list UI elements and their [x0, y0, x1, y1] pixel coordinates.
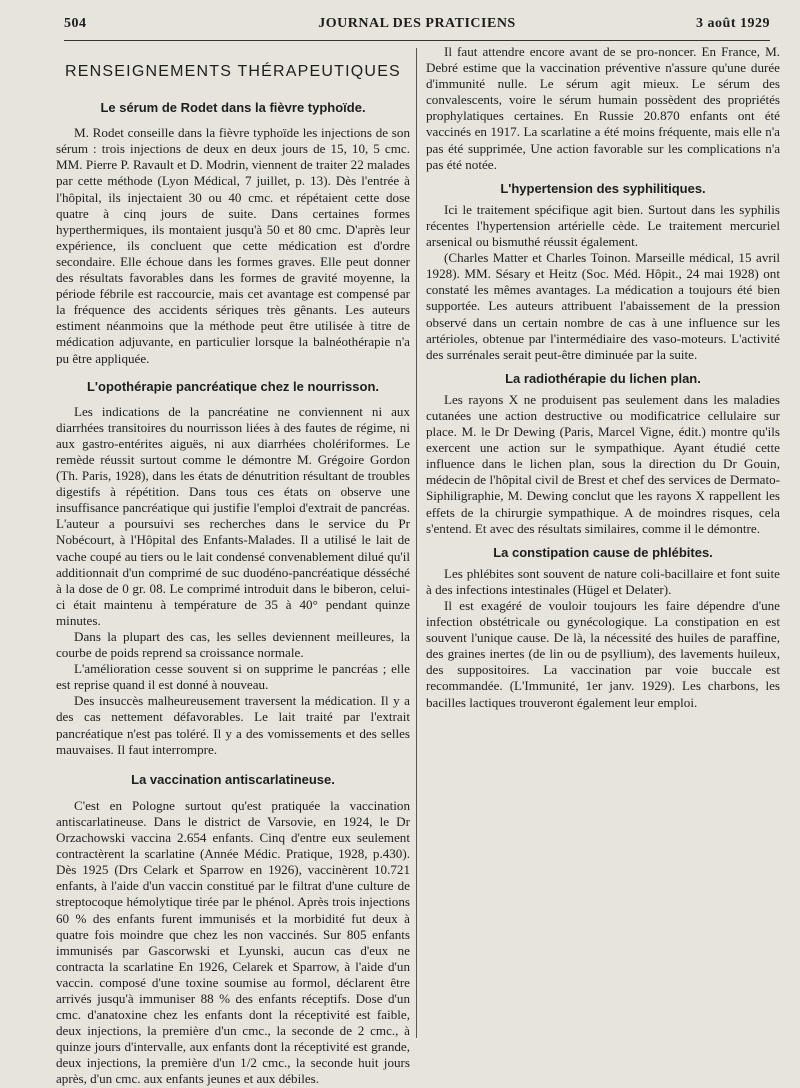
article-paragraph: Ici le traitement spécifique agit bien. Surtout dans les syphilis récentes l'hypertension artérielle cède. Le traitement mercuriel arsenical ou bismuthé réussit également.: [426, 201, 780, 250]
article-title-opotherapie: L'opothérapie pancréatique chez le nourrisson.: [86, 378, 380, 394]
article-paragraph: Les indications de la pancréatine ne conviennent ni aux diarrhées transitoires du nourrisson liées à des fautes de régime, ni aux gastro-entérites aiguës, ni aux diarrhées cholériformes. Le remède réussit surtout comme le démontre M. Grégoire Gordon (Th. Paris, 1928), dans les états de dénutrition résultant de troubles digestifs à répétition. Dans tous ces états on observe une insuffisance pancréatique qui justifie l'emploi d'extrait de pancréas. L'auteur a poursuivi ses recherches dans le service du Pr Nobécourt, à l'Hôpital des Enfants-Malades. Il a utilisé le lait de vache coupé au tiers ou le lait condensé convenablement dilué qu'il additionnait d'un comprimé de suc duodéno-pancréatique désséché à la dose de 0 gr. 08. Le comprimé introduit dans le biberon, celui-ci était maintenu à température de 35 à 40° pendant quinze minutes.: [56, 403, 410, 628]
article-title-radiotherapie: La radiothérapie du lichen plan.: [505, 370, 701, 386]
article-paragraph: Les phlébites sont souvent de nature coli-bacillaire et font suite à des infections intestinales (Hügel et Delater).: [426, 565, 780, 597]
journal-title: JOURNAL DES PRATICIENS: [318, 16, 516, 31]
article-body-radiotherapie: Les rayons X ne produisent pas seulement dans les maladies cutanées une action destructive ou modificatrice cellulaire sur place. M. le Dr Dewing (Paris, Marcel Vigne, édit.) montre qu'ils exercent une action sur le sympathique. Ayant étudié cette influence dans le lichen plan, sous la direction du Dr Gouin, médecin de l'hôpital civil de Brest et chef des services de Dermato-Siphiligraphie, M. Dewing conclut que les rayons X rappellent les effets de la chirurgie sympathique. A de moindres risques, cela s'entend. Et avec des résultats similaires, comme il le démontre.: [426, 391, 780, 536]
left-column: [56, 58, 410, 1088]
running-head: [64, 16, 770, 40]
article-paragraph: Il est exagéré de vouloir toujours les faire dépendre d'une infection obstétricale ou gynécologique. La constipation en est souvent l'unique cause. De là, la nécessité des huiles de paraffine, des graines inertes (de lin ou de psyllium), des lavements huileux, des suppositoires. La vaccination par voie buccale est recommandée. (L'Immunité, 1er janv. 1929). Les charbons, les bacilles lactiques trouveront également leur emploi.: [426, 598, 780, 710]
page-number: 504: [64, 16, 87, 31]
article-body-vaccination: C'est en Pologne surtout qu'est pratiquée la vaccination antiscarlatineuse. Dans le district de Varsovie, en 1924, le Dr Orzachowski vaccina 2.654 enfants. Cinq d'entre eux seulement contractèrent la scarlatine (Année Médic. Pratique, 1928, p.430). Dès 1925 (Drs Celark et Sparrow en 1926), vaccinèrent 10.721 enfants, à l'aide d'un vaccin constitué par le filtrat d'une culture de streptocoque hémolytique tirée par le phénol. Après trois injections 60 % des enfants furent immunisés et la morbidité fut deux à quatre fois moindre que chez les non vaccinés. Sur 805 enfants immunisés par Gascorwski et Lyunski, aucun cas d'eux ne contracta la scarlatine En 1926, Celarek et Sparrow, à l'aide d'un vaccin. composé d'une toxine soumise au formol, déclarent être arrivés jusqu'à immuniser 88 % des enfants réceptifs. Dose d'un cmc. d'anatoxine chez les enfants dont la réceptivité est faible, deux injections, la première d'un cmc., la seconde de 2 cmc., à quinze jours d'intervalle, aux enfants dont la réceptivité est grande, deux injections, la première d'un 1/2 cmc., la seconde huit jours après, d'un cmc. aux enfants jeunes et aux débiles.: [56, 797, 410, 1087]
right-column: [426, 44, 780, 711]
article-title-vaccination: La vaccination antiscarlatineuse.: [131, 771, 335, 787]
article-paragraph: L'amélioration cesse souvent si on supprime le pancréas ; elle est reprise quand il est donné à nouveau.: [56, 661, 410, 693]
article-body-vaccination-conclusion: Il faut attendre encore avant de se pro-noncer. En France, M. Debré estime que la vaccination préventive n'assure qu'une durée d'immunité nulle. Le sérum agit mieux. Le sérum des convalescents, voire le sérum humain possèdent des propriétés prophylatiques certaines. En Russie 20.870 enfants ont été vaccinés en 1917. La scarlatine a été moins fréquente, mais elle n'a pas été supprimée, Une action favorable sur les complications n'a pas été notée.: [426, 44, 780, 172]
issue-date: 3 août 1929: [696, 16, 770, 31]
article-title-rodet: Le sérum de Rodet dans la fièvre typhoïde.: [100, 100, 366, 116]
column-divider: [416, 48, 417, 1038]
article-paragraph: Dans la plupart des cas, les selles deviennent meilleures, la courbe de poids reprend sa croissance normale.: [56, 629, 410, 661]
header-rule: [64, 40, 770, 41]
article-paragraph: Des insuccès malheureusement traversent la médication. Il y a des cas nettement défavorables. Le lait traité par l'extrait pancréatique n'est pas toléré. Il y a des vomissements et des selles mauvaises. Il faut interrompre.: [56, 693, 410, 757]
article-body-rodet: M. Rodet conseille dans la fièvre typhoïde les injections de son sérum : trois injections de deux en deux jours de 15, 10, 5 cmc. MM. Pierre P. Ravault et D. Modrin, viennent de traiter 22 malades par cette méthode (Lyon Médical, 7 juillet, p. 13). Dès l'entrée à l'hôpital, ils injectaient 30 ou 40 cmc. et répétaient cette dose quatre à cinq jours de suite. Dans certaines formes hyperthermiques, ils montaient jusqu'à 50 et 80 cmc. D'après leur expérience, ils concluent que cette médication est d'ordre secondaire. Elle échoue dans les formes graves. Elle peut donner des résultats favorables dans les formes de gravité moyenne, la période fébrile est raccourcie, mais cet avantage est compensé par la fréquence des accidents sériques très gênants. Les auteurs estiment néanmoins que la méthode peut être utilisée à titre de médication adjuvante, en particulier lorsque la balnéothérapie n'a pu être appliquée.: [56, 125, 410, 366]
article-paragraph: (Charles Matter et Charles Toinon. Marseille médical, 15 avril 1928). MM. Sésary et Heitz (Soc. Méd. Hôpit., 24 mai 1928) ont constaté les mêmes avantages. La médication a toujours été bien supportée. Les auteurs attribuent l'abaissement de la pression observé dans un certain nombre de cas à une influence sur les artérioles, obtenue par l'intermédiaire des vaso-moteurs. L'activité des surrénales serait peut-être diminuée par la suite.: [426, 250, 780, 362]
article-title-hypertension: L'hypertension des syphilitiques.: [500, 180, 706, 196]
section-title: RENSEIGNEMENTS THÉRAPEUTIQUES: [65, 63, 401, 80]
article-title-constipation: La constipation cause de phlébites.: [493, 544, 713, 560]
